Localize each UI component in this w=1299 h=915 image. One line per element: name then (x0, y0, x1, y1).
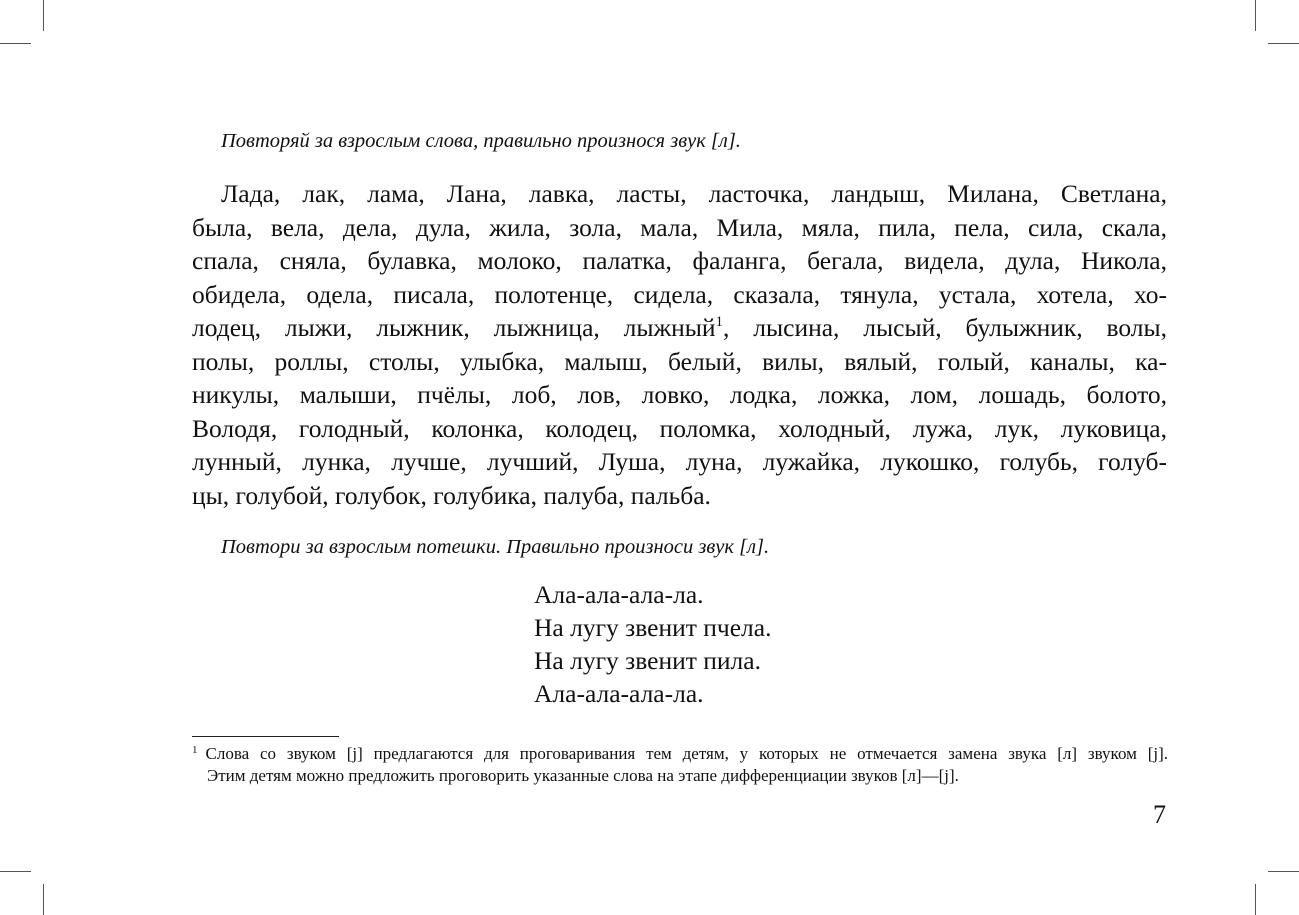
word-line: полы, роллы, столы, улыбка, малыш, белый, вилы, вялый, голый, каналы, ка- (192, 346, 1167, 376)
crop-mark-bottom-right-vertical (1255, 884, 1256, 915)
footnote-reference[interactable]: 1 (715, 314, 724, 330)
crop-mark-top-right-vertical (1255, 0, 1256, 31)
rhyme-verse (534, 578, 771, 710)
word-line-start: лодец, лыжи, лыжник, лыжница, лыжный (192, 313, 716, 342)
footnote-mark: 1 (192, 744, 198, 756)
footnote-text-1: Слова со звуком [j] предлагаются для проговаривания тем детям, у которых не отмечается замена звука [л] звуком [j]. (205, 744, 1168, 763)
crop-mark-top-right-horizontal (1268, 43, 1299, 44)
crop-mark-bottom-left-vertical (43, 884, 44, 915)
word-line-with-footnote (192, 311, 1167, 345)
instruction-words: Повторяй за взрослым слова, правильно произнося звук [л]. (221, 130, 741, 152)
word-list-paragraph (192, 177, 1167, 512)
word-line: Володя, голодный, колонка, колодец, поломка, холодный, лужа, лук, луковица, (192, 413, 1167, 443)
footnote-line (192, 743, 1168, 765)
word-line: Лада, лак, лама, Лана, лавка, ласты, ласточка, ландыш, Милана, Светлана, (221, 179, 1167, 208)
crop-mark-bottom-left-horizontal (0, 871, 31, 872)
footnote (192, 743, 1168, 787)
word-line: спала, сняла, булавка, молоко, палатка, фаланга, бегала, видела, дула, Никола, (192, 246, 1167, 275)
word-line: лунный, лунка, лучше, лучший, Луша, луна, лужайка, лукошко, голубь, голуб- (192, 447, 1167, 476)
footnote-separator (192, 736, 339, 737)
verse-line: На лугу звенит пчела. (534, 613, 772, 642)
verse-line: На лугу звенит пила. (534, 646, 761, 675)
footnote-text-2: Этим детям можно предложить проговорить указанные слова на этапе дифференциации звуков [л]—[j]. (207, 766, 959, 785)
word-line: обидела, одела, писала, полотенце, сидела, сказала, тянула, устала, хотела, хо- (192, 279, 1167, 309)
verse-line: Ала-ала-ала-ла. (534, 679, 704, 708)
verse-line: Ала-ала-ала-ла. (534, 580, 704, 609)
crop-mark-top-left-vertical (43, 0, 44, 31)
page-number: 7 (1153, 800, 1166, 829)
crop-mark-top-left-horizontal (0, 43, 31, 44)
word-line: никулы, малыши, пчёлы, лоб, лов, ловко, лодка, ложка, лом, лошадь, болото, (192, 380, 1167, 409)
crop-mark-bottom-right-horizontal (1268, 871, 1299, 872)
word-line: цы, голубой, голубок, голубика, палуба, пальба. (192, 480, 711, 510)
word-line-end: , лысина, лысый, булыжник, волы, (723, 313, 1167, 342)
word-line: была, вела, дела, дула, жила, зола, мала, Мила, мяла, пила, пела, сила, скала, (192, 212, 1167, 242)
instruction-rhymes: Повтори за взрослым потешки. Правильно произноси звук [л]. (221, 536, 770, 558)
